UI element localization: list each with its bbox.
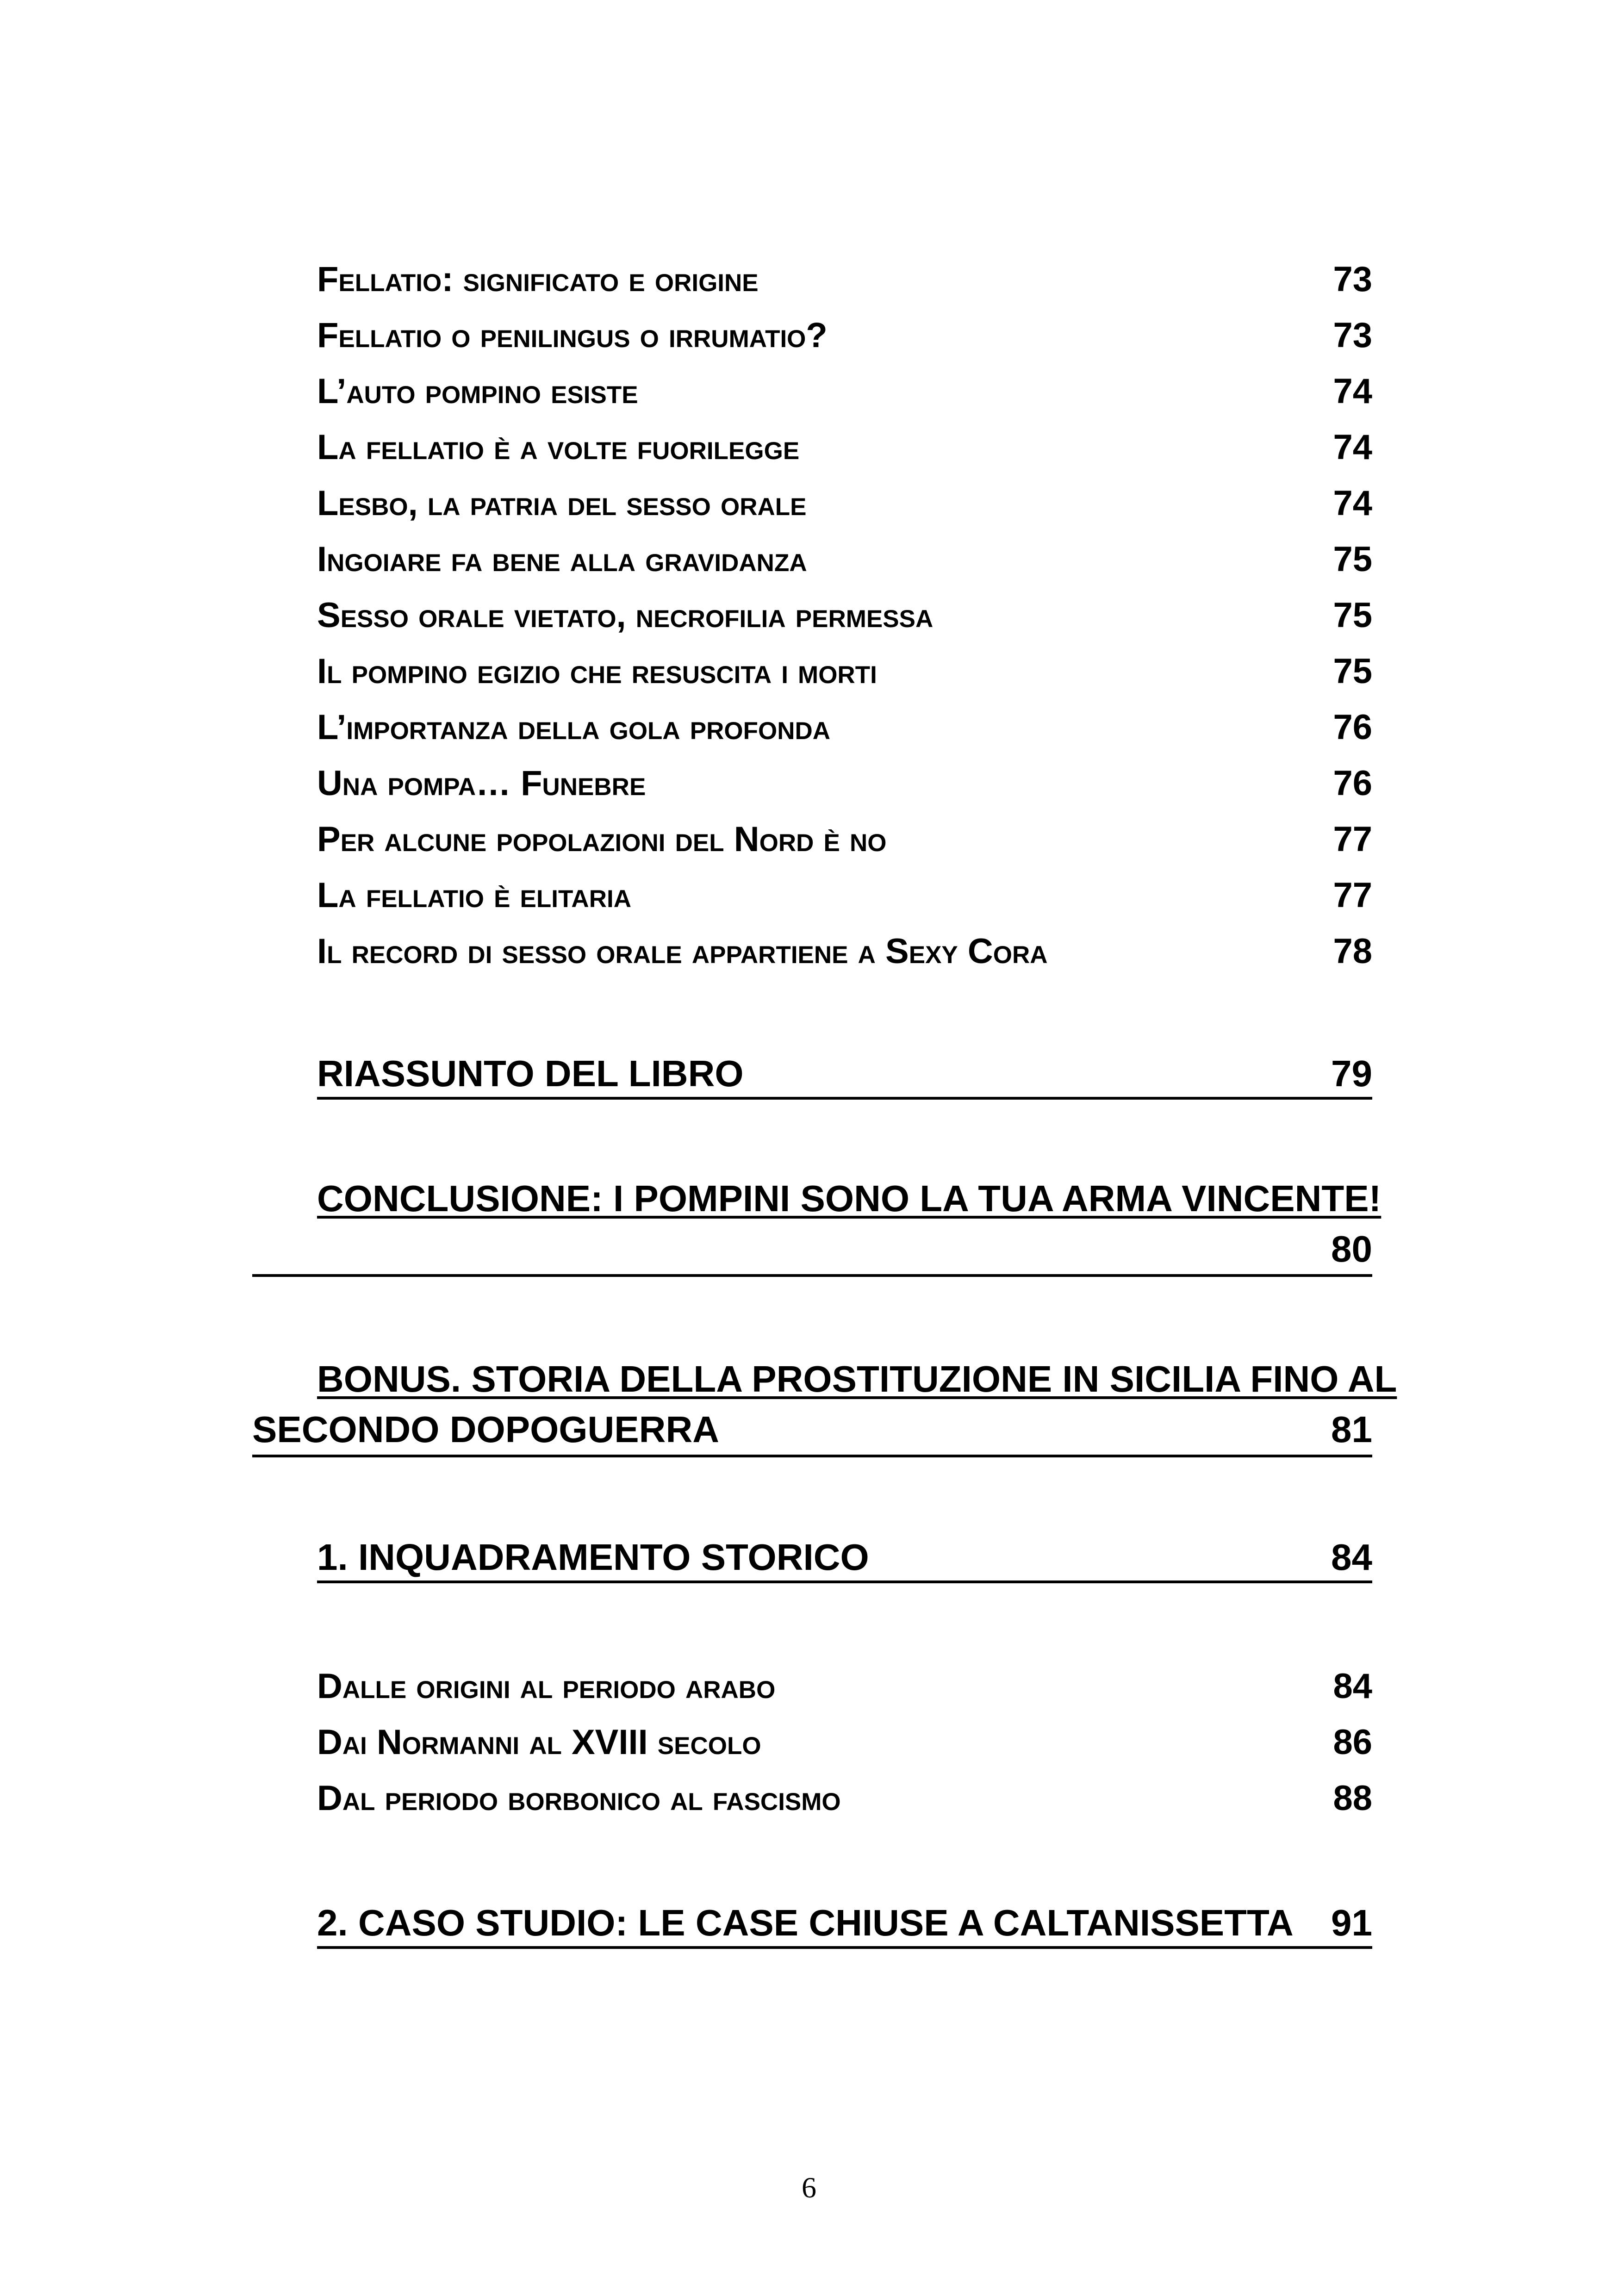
toc-entry-page: 77 xyxy=(1333,820,1372,859)
toc-entry-leader-line xyxy=(252,1405,1372,1457)
toc-entry[interactable] xyxy=(317,1778,1372,1834)
toc-entry[interactable] xyxy=(317,427,1372,483)
toc-entry-page: 84 xyxy=(1331,1537,1372,1578)
toc-entry-page: 76 xyxy=(1333,764,1372,803)
toc-entry-page: 79 xyxy=(1331,1053,1372,1094)
toc-entry[interactable] xyxy=(317,595,1372,651)
toc-entry[interactable] xyxy=(317,651,1372,707)
toc-entry-page: 80 xyxy=(1331,1228,1372,1269)
toc-entry[interactable] xyxy=(317,259,1372,315)
toc-entry-page: 75 xyxy=(1333,596,1372,635)
toc-entry-leader-line xyxy=(252,1224,1372,1277)
toc-entry-title: Lesbo, la patria del sesso orale xyxy=(317,484,807,523)
toc-entry-conclusione[interactable] xyxy=(252,1173,1382,1277)
toc-entry-title: Dal periodo borbonico al fascismo xyxy=(317,1779,841,1818)
toc-entry[interactable] xyxy=(317,707,1372,763)
toc-entry-page: 75 xyxy=(1333,540,1372,579)
toc-entry[interactable] xyxy=(317,931,1372,987)
toc-entry-title-line2: SECONDO DOPOGUERRA xyxy=(252,1409,719,1450)
toc-entry-chapter2[interactable] xyxy=(317,1900,1372,1949)
toc-entry-title: Dai Normanni al XVIII secolo xyxy=(317,1723,761,1762)
toc-sub-list-1 xyxy=(317,259,1372,987)
toc-entry-page: 73 xyxy=(1333,260,1372,299)
toc-entry-page: 91 xyxy=(1331,1902,1372,1943)
toc-entry-riassunto[interactable] xyxy=(317,1051,1372,1100)
toc-sub-list-2 xyxy=(317,1666,1372,1834)
toc-entry-title: Fellatio: significato e origine xyxy=(317,260,759,299)
toc-entry-page: 78 xyxy=(1333,932,1372,971)
toc-entry[interactable] xyxy=(317,539,1372,595)
toc-entry[interactable] xyxy=(317,1722,1372,1778)
toc-entry[interactable] xyxy=(317,1666,1372,1722)
toc-entry[interactable] xyxy=(317,315,1372,371)
toc-entry-title: Fellatio o penilingus o irrumatio? xyxy=(317,316,828,355)
toc-entry-title: Sesso orale vietato, necrofilia permessa xyxy=(317,596,933,635)
toc-entry-title: CONCLUSIONE: I POMPINI SONO LA TUA ARMA VINCENTE! xyxy=(317,1178,1382,1219)
toc-entry[interactable] xyxy=(317,371,1372,427)
toc-entry-page: 74 xyxy=(1333,372,1372,411)
toc-entry-page: 74 xyxy=(1333,484,1372,523)
toc-entry-page: 88 xyxy=(1333,1779,1372,1818)
toc-entry-page: 84 xyxy=(1333,1667,1372,1706)
toc-entry-title: La fellatio è elitaria xyxy=(317,876,631,915)
toc-entry[interactable] xyxy=(317,819,1372,875)
toc-entry-title: Ingoiare fa bene alla gravidanza xyxy=(317,540,807,579)
toc-entry-page: 77 xyxy=(1333,876,1372,915)
toc-entry-title: Per alcune popolazioni del Nord è no xyxy=(317,820,887,859)
toc-entry-title: Il pompino egizio che resuscita i morti xyxy=(317,652,877,691)
toc-entry[interactable] xyxy=(317,483,1372,539)
toc-entry-bonus[interactable] xyxy=(252,1354,1397,1457)
toc-entry-page: 73 xyxy=(1333,316,1372,355)
toc-entry-title: 1. INQUADRAMENTO STORICO xyxy=(317,1537,869,1578)
toc-entry-title: Una pompa… Funebre xyxy=(317,764,646,803)
toc-entry-page: 86 xyxy=(1333,1723,1372,1762)
toc-entry-title: La fellatio è a volte fuorilegge xyxy=(317,428,800,467)
toc-entry-chapter1[interactable] xyxy=(317,1534,1372,1583)
toc-entry-page: 75 xyxy=(1333,652,1372,691)
toc-entry-title: Il record di sesso orale appartiene a Sexy Cora xyxy=(317,932,1048,971)
toc-entry-title: L’importanza della gola profonda xyxy=(317,708,831,747)
toc-entry-title: Dalle origini al periodo arabo xyxy=(317,1667,776,1706)
toc-entry-page: 74 xyxy=(1333,428,1372,467)
toc-entry-page: 76 xyxy=(1333,708,1372,747)
toc-entry[interactable] xyxy=(317,875,1372,931)
page-number: 6 xyxy=(802,2171,816,2204)
toc-entry-title: RIASSUNTO DEL LIBRO xyxy=(317,1053,744,1094)
toc-entry-title-line1: BONUS. STORIA DELLA PROSTITUZIONE IN SICILIA FINO AL xyxy=(317,1358,1397,1400)
toc-entry-title: 2. CASO STUDIO: LE CASE CHIUSE A CALTANISSETTA xyxy=(317,1902,1294,1943)
toc-entry-title: L’auto pompino esiste xyxy=(317,372,638,411)
toc-entry[interactable] xyxy=(317,763,1372,819)
toc-entry-page: 81 xyxy=(1331,1409,1372,1450)
